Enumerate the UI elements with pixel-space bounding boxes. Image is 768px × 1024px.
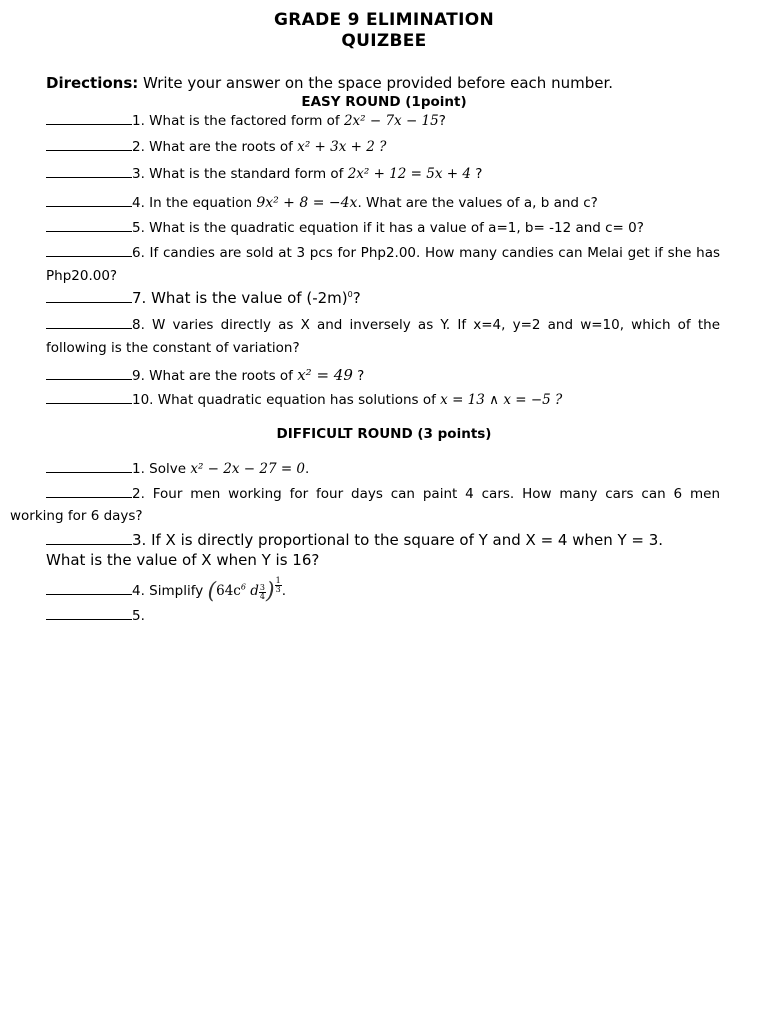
difficult-question-2-continued: working for 6 days? [10, 508, 143, 524]
easy-question-2 [46, 138, 720, 155]
question-text: 3. If X is directly proportional to the square of Y and X = 4 when Y = 3. [132, 531, 664, 549]
question-text: 9. What are the roots of [132, 368, 298, 384]
answer-blank[interactable] [46, 532, 132, 545]
expr-d: d [250, 583, 259, 599]
easy-question-7 [46, 289, 720, 307]
question-end: ? [470, 166, 483, 182]
question-end: . [305, 461, 310, 477]
difficult-question-2 [46, 485, 720, 502]
answer-blank[interactable] [46, 485, 132, 498]
question-text: 5. What is the quadratic equation if it has a value of a=1, b= -12 and c= 0? [132, 220, 644, 236]
answer-blank[interactable] [46, 460, 132, 473]
question-text: 1. Solve [132, 461, 191, 477]
question-math: x² − 2x − 27 = 0 [190, 461, 306, 477]
quiz-title [0, 10, 768, 52]
question-math: 2x² − 7x − 15 [343, 113, 439, 129]
question-math: x² = 49 [297, 366, 353, 384]
difficult-round-heading: DIFFICULT ROUND (3 points) [276, 426, 492, 442]
answer-blank[interactable] [46, 194, 132, 207]
title-line-1: GRADE 9 ELIMINATION [274, 10, 494, 30]
answer-blank[interactable] [46, 607, 132, 620]
question-text: 10. What quadratic equation has solutions of [132, 392, 441, 408]
question-math: x = 13 ∧ x = −5 ? [440, 392, 563, 408]
answer-blank[interactable] [46, 112, 132, 125]
question-text: 5. [132, 608, 145, 624]
question-end: . [281, 583, 286, 599]
answer-blank[interactable] [46, 391, 132, 404]
answer-blank[interactable] [46, 244, 132, 257]
difficult-question-1 [46, 460, 720, 477]
difficult-question-3 [46, 531, 720, 549]
question-text: 8. W varies directly as X and inversely as Y. If x=4, y=2 and w=10, which of the following is the constant of variation? [46, 317, 720, 356]
question-end: ? [352, 289, 361, 307]
easy-question-6 [46, 242, 720, 288]
expr-d-exponent: $\frac{3}{4}$ [259, 582, 265, 601]
expr-base: 64c [216, 583, 241, 599]
question-text: 1. What is the factored form of [132, 113, 344, 129]
question-text: 4. Simplify [132, 583, 208, 599]
title-line-2: QUIZBEE [341, 31, 427, 51]
difficult-question-3-continued: What is the value of X when Y is 16? [46, 551, 320, 569]
question-math-expression [207, 576, 282, 604]
question-text: 7. What is the value of (-2m) [132, 289, 348, 307]
answer-blank[interactable] [46, 316, 132, 329]
easy-question-1 [46, 112, 720, 129]
question-end: ? [352, 368, 365, 384]
expr-outer-exponent: $\frac{1}{3}$ [275, 576, 281, 594]
easy-round-heading: EASY ROUND (1point) [301, 94, 467, 110]
question-end: . What are the values of a, b and c? [357, 195, 598, 211]
easy-question-5 [46, 219, 720, 236]
question-math: 9x² + 8 = −4x [256, 195, 358, 211]
question-text: 3. What is the standard form of [132, 166, 348, 182]
directions [46, 74, 720, 92]
answer-blank[interactable] [46, 367, 132, 380]
question-text: 2. Four men working for four days can paint 4 cars. How many cars can 6 men [132, 486, 720, 502]
directions-label: Directions: [46, 74, 139, 92]
question-end: ? [438, 113, 446, 129]
difficult-question-4 [46, 577, 720, 604]
easy-question-8 [46, 314, 720, 360]
answer-blank[interactable] [46, 290, 132, 303]
question-math: x² + 3x + 2 ? [297, 139, 387, 155]
answer-blank[interactable] [46, 219, 132, 232]
directions-text: Write your answer on the space provided before each number. [138, 74, 614, 92]
question-text: 4. In the equation [132, 195, 257, 211]
easy-question-4 [46, 194, 720, 211]
right-paren: ) [266, 579, 275, 604]
expr-c-exponent: 6 [240, 582, 246, 592]
question-text: 2. What are the roots of [132, 139, 298, 155]
left-paren: ( [207, 579, 217, 604]
answer-blank[interactable] [46, 138, 132, 151]
answer-blank[interactable] [46, 165, 132, 178]
difficult-question-5 [46, 607, 720, 624]
question-text: 6. If candies are sold at 3 pcs for Php2.00. How many candies can Melai get if she has Php20.00? [46, 245, 720, 284]
easy-question-9 [46, 366, 720, 384]
answer-blank[interactable] [46, 582, 132, 595]
question-exponent: 0 [347, 290, 353, 299]
easy-question-3 [46, 165, 720, 182]
question-math: 2x² + 12 = 5x + 4 [347, 166, 471, 182]
easy-question-10 [46, 391, 720, 408]
